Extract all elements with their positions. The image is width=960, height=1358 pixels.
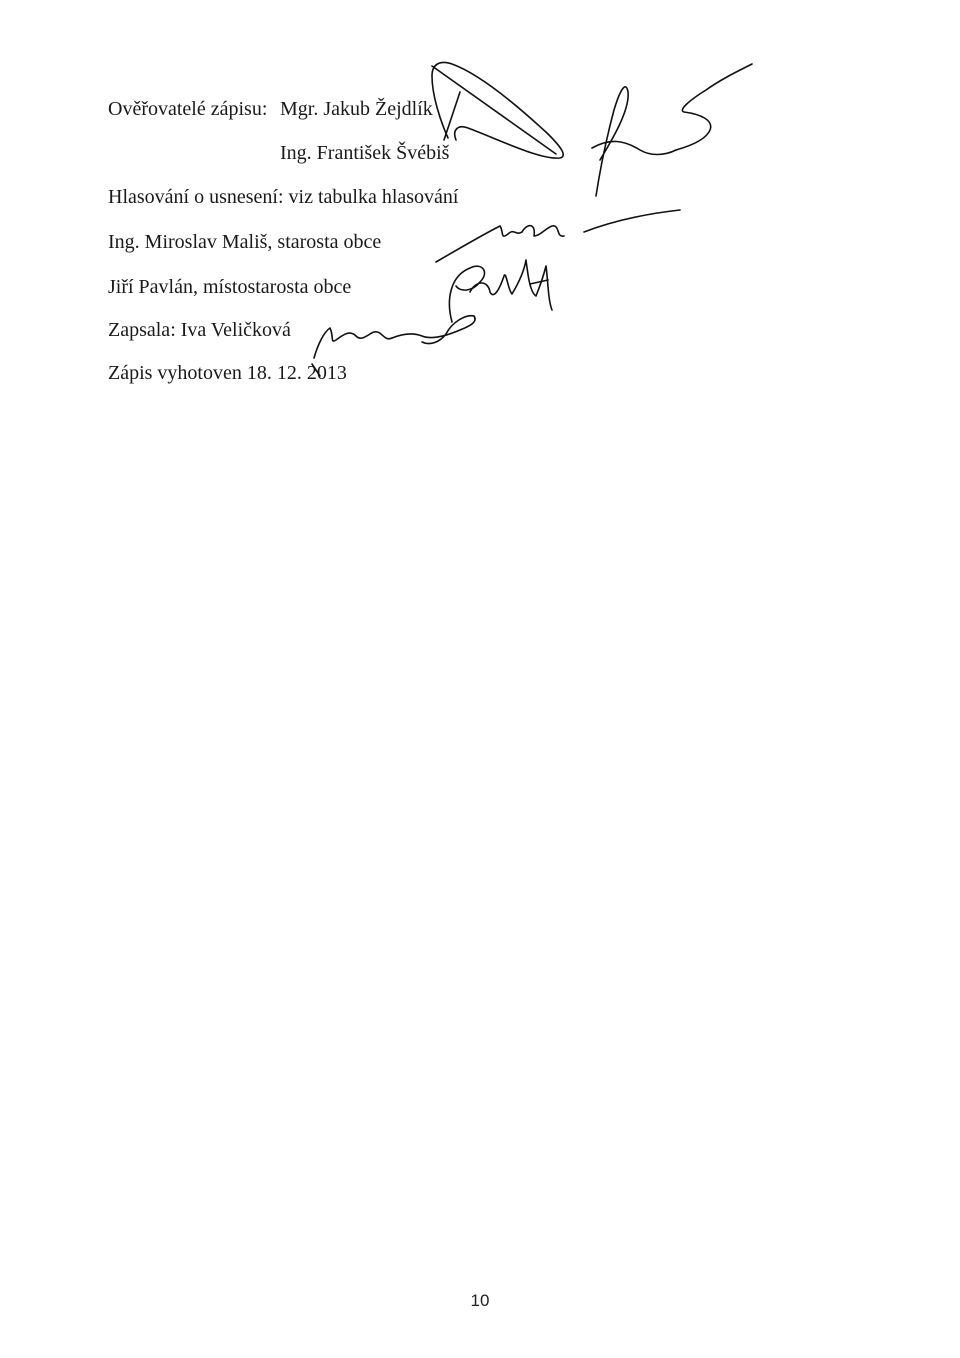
signatures-layer: [0, 0, 960, 420]
mayor-line: Ing. Miroslav Mališ, starosta obce: [108, 231, 382, 253]
signature-svebis: [592, 64, 752, 196]
date-line: Zápis vyhotoven 18. 12. 2013: [108, 362, 347, 384]
signature-zejdlik: [432, 63, 563, 159]
signature-pavlan: [449, 260, 552, 322]
verifiers-label: Ověřovatelé zápisu:: [108, 98, 268, 120]
verifier-svebis: Ing. František Švébiš: [280, 142, 450, 164]
verifier-zejdlik: Mgr. Jakub Žejdlík: [280, 98, 433, 120]
voting-note: Hlasování o usnesení: viz tabulka hlasování: [108, 186, 459, 208]
page-number: 10: [470, 1291, 490, 1310]
deputy-mayor-line: Jiří Pavlán, místostarosta obce: [108, 276, 352, 298]
recorder-line: Zapsala: Iva Veličková: [108, 319, 291, 341]
signature-malis: [436, 210, 680, 262]
